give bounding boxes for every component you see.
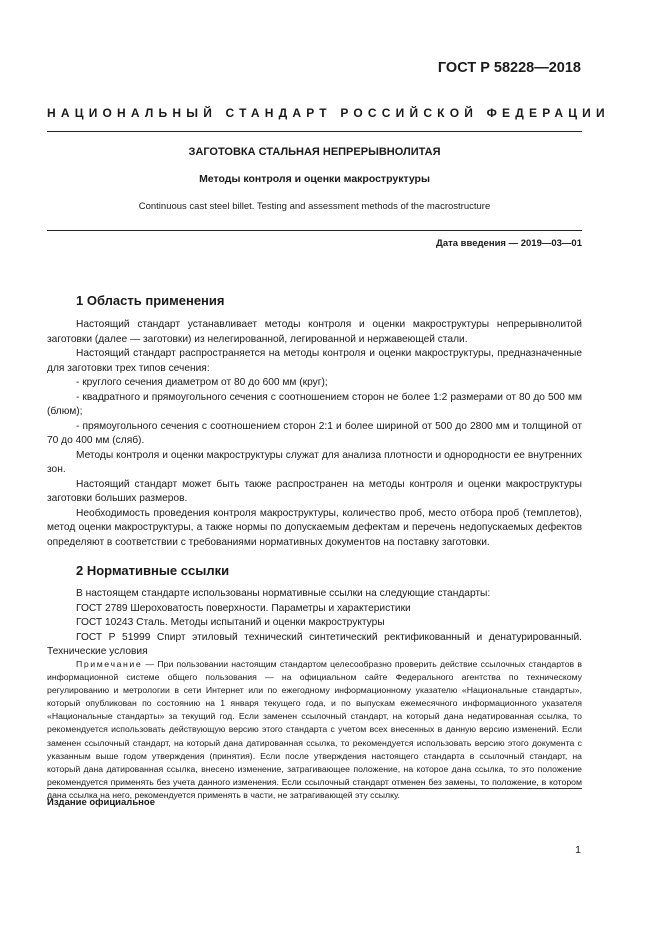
paragraph: Настоящий стандарт может быть также распространен на методы контроля и оценки макроструктуры заготовки больших размеров. bbox=[47, 478, 582, 504]
paragraph: Методы контроля и оценки макроструктуры служат для анализа плотности и однородности ее внутренних зон. bbox=[47, 449, 582, 475]
paragraph: Настоящий стандарт устанавливает методы контроля и оценки макроструктуры непрерывнолитой заготовки (далее — заготовки) из нелегированной, легированной и нержавеющей стали. bbox=[47, 319, 582, 345]
reference-item: ГОСТ 2789 Шероховатость поверхности. Параметры и характеристики bbox=[76, 602, 411, 614]
list-item: - квадратного и прямоугольного сечения с соотношением сторон не более 1:2 размерами от 80 до 500 мм (блюм); bbox=[47, 391, 582, 417]
header-divider bbox=[47, 131, 582, 132]
national-standard-banner: НАЦИОНАЛЬНЫЙ СТАНДАРТ РОССИЙСКОЙ ФЕДЕРАЦИИ bbox=[47, 106, 610, 120]
reference-item: ГОСТ Р 51999 Спирт этиловый технический синтетический ректификованный и денатурированный. Технические условия bbox=[47, 631, 582, 657]
paragraph: В настоящем стандарте использованы нормативные ссылки на следующие стандарты: bbox=[76, 588, 491, 599]
paragraph: Настоящий стандарт распространяется на методы контроля и оценки макроструктуры, предназначенные для заготовки трех типов сечения: bbox=[47, 348, 582, 374]
section-2-body bbox=[47, 587, 582, 660]
section-1-body bbox=[47, 318, 582, 550]
footer-divider bbox=[47, 788, 582, 789]
document-title-english: Continuous cast steel billet. Testing and assessment methods of the macrostructure bbox=[138, 201, 491, 212]
introduction-date: Дата введения — 2019—03—01 bbox=[436, 238, 582, 249]
document-subtitle: Методы контроля и оценки макроструктуры bbox=[199, 173, 430, 185]
note-text: — При пользовании настоящим стандартом целесообразно проверить действие ссылочных стандартов в информационной системе общего пользования — на официальном сайте Федерального агентства по техническому регулированию и метрологии в сети Интернет или по ежегодному информационному указателю «Национальные стандарты», который опубликован по состоянию на 1 января текущего года, и по выпускам ежемесячного информационного указателя «Национальные стандарты» за текущий год. Если заменен ссылочный стандарт, на который дана недатированная ссылка, то рекомендуется использовать действующую версию этого стандарта с учетом всех внесенных в данную версию изменений. Если заменен ссылочный стандарт, на который дана датированная ссылка, то рекомендуется использовать версию этого документа с указанным выше годом утверждения (принятия). Если после утверждения настоящего стандарта в ссылочный стандарт, на который дана датированная ссылка, внесено изменение, затрагивающее положение, на которое дана ссылка, то это положение рекомендуется применять без учета данного изменения. Если ссылочный стандарт отменен без замены, то положение, в котором дана ссылка на него, рекомендуется применять в части, не затрагивающей эту ссылку. bbox=[47, 659, 582, 800]
page-number: 1 bbox=[575, 844, 581, 856]
paragraph: Необходимость проведения контроля макроструктуры, количество проб, место отбора проб (темплетов), метод оценки макроструктуры, а также нормы по допускаемым дефектам и перечень недопускаемых дефектов определяют в соответствии с требованиями нормативных документов на поставку заготовки. bbox=[47, 507, 582, 548]
edition-label: Издание официальное bbox=[47, 797, 155, 808]
note-block bbox=[47, 658, 582, 802]
section-1-heading: 1 Область применения bbox=[76, 293, 225, 308]
reference-item: ГОСТ 10243 Сталь. Методы испытаний и оценки макроструктуры bbox=[76, 617, 385, 628]
title-divider bbox=[47, 230, 582, 231]
note-label: Примечание bbox=[76, 659, 143, 669]
gost-code: ГОСТ Р 58228—2018 bbox=[437, 60, 581, 76]
section-2-heading: 2 Нормативные ссылки bbox=[76, 563, 230, 578]
list-item: - прямоугольного сечения с соотношением сторон 2:1 и более шириной от 500 до 2800 мм и толщиной от 70 до 400 мм (сляб). bbox=[47, 420, 582, 446]
document-title: ЗАГОТОВКА СТАЛЬНАЯ НЕПРЕРЫВНОЛИТАЯ bbox=[188, 146, 441, 158]
list-item: - круглого сечения диаметром от 80 до 600 мм (круг); bbox=[76, 377, 328, 388]
